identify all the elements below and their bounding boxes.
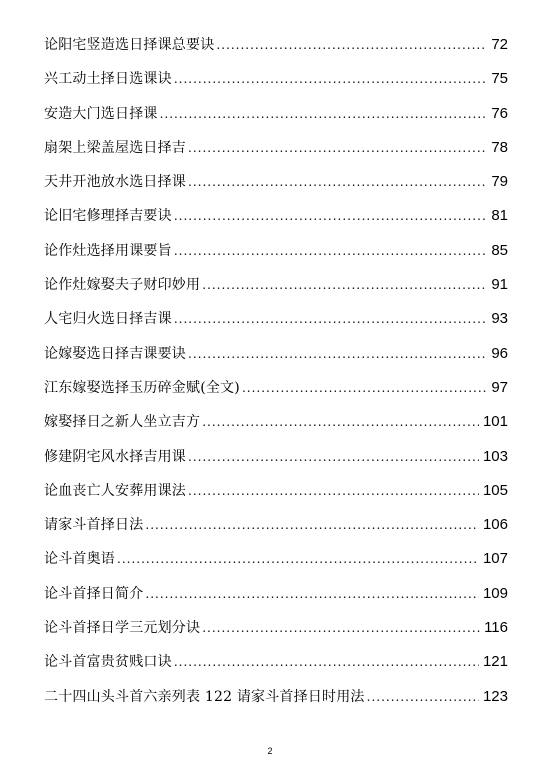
dot-leader — [174, 242, 488, 260]
toc-entry-title: 论斗首择日简介 — [44, 585, 144, 602]
toc-entry-title: 论作灶嫁娶夫子财印妙用 — [44, 277, 201, 294]
toc-entry-page: 79 — [491, 173, 508, 191]
toc-entry[interactable] — [44, 173, 508, 207]
dot-leader — [174, 207, 488, 225]
dot-leader — [202, 276, 487, 294]
toc-entry-title: 扇架上梁盖屋选日择吉 — [44, 139, 186, 156]
toc-entry[interactable] — [44, 585, 508, 619]
dot-leader — [160, 105, 488, 123]
dot-leader — [202, 619, 480, 637]
toc-entry-page: 91 — [491, 276, 508, 294]
toc-entry-page: 76 — [491, 104, 508, 122]
toc-entry[interactable] — [44, 688, 508, 722]
dot-leader — [188, 482, 479, 500]
dot-leader — [188, 345, 487, 363]
dot-leader — [145, 585, 479, 603]
dot-leader — [202, 413, 479, 431]
toc-entry-page: 85 — [491, 241, 508, 259]
toc-entry-title: 论作灶选择用课要旨 — [44, 242, 172, 259]
toc-entry-title: 论斗首富贵贫贱口诀 — [44, 654, 172, 671]
dot-leader — [117, 550, 479, 568]
toc-entry-title: 人宅归火选日择吉课 — [44, 311, 172, 328]
toc-entry-page: 105 — [482, 481, 508, 499]
toc-entry-title: 天井开池放水选日择课 — [44, 174, 186, 191]
toc-entry-title: 嫁娶择日之新人坐立吉方 — [44, 414, 201, 431]
toc-entry-title: 论血丧亡人安葬用课法 — [44, 482, 186, 499]
table-of-contents — [44, 36, 508, 722]
toc-entry[interactable] — [44, 413, 508, 447]
toc-entry-title: 二十四山头斗首六亲列表 122 请家斗首择日时用法 — [44, 688, 365, 705]
toc-entry-page: 78 — [491, 138, 508, 156]
toc-entry-title: 论嫁娶选日择吉课要诀 — [44, 345, 186, 362]
toc-entry[interactable] — [44, 207, 508, 241]
toc-entry-title: 论旧宅修理择吉要诀 — [44, 208, 172, 225]
toc-entry-page: 93 — [491, 310, 508, 328]
toc-entry-page: 106 — [482, 516, 508, 534]
toc-entry[interactable] — [44, 36, 508, 70]
toc-entry-title: 修建阴宅风水择吉用课 — [44, 448, 186, 465]
toc-entry-page: 101 — [482, 413, 508, 431]
toc-entry[interactable] — [44, 516, 508, 550]
toc-entry[interactable] — [44, 276, 508, 310]
toc-entry[interactable] — [44, 105, 508, 139]
toc-entry-title: 安造大门选日择课 — [44, 105, 158, 122]
toc-entry-page: 72 — [491, 36, 508, 53]
toc-entry-page: 116 — [484, 619, 508, 637]
toc-entry[interactable] — [44, 345, 508, 379]
dot-leader — [242, 379, 487, 397]
toc-entry-title: 请家斗首择日法 — [44, 517, 144, 534]
dot-leader — [174, 70, 488, 88]
dot-leader — [145, 516, 479, 534]
toc-entry-page: 123 — [482, 687, 508, 705]
toc-entry[interactable] — [44, 448, 508, 482]
toc-entry-title: 论斗首奥语 — [44, 551, 115, 568]
toc-entry[interactable] — [44, 653, 508, 687]
toc-entry-page: 109 — [482, 584, 508, 602]
toc-entry[interactable] — [44, 379, 508, 413]
dot-leader — [174, 310, 488, 328]
toc-entry[interactable] — [44, 139, 508, 173]
toc-entry-title: 兴工动土择日选课诀 — [44, 71, 172, 88]
dot-leader — [367, 688, 479, 706]
toc-entry-page: 75 — [491, 70, 508, 88]
toc-entry[interactable] — [44, 550, 508, 584]
toc-entry-page: 97 — [491, 378, 508, 396]
toc-entry-page: 103 — [482, 447, 508, 465]
toc-entry[interactable] — [44, 70, 508, 104]
toc-entry-title: 论斗首择日学三元划分诀 — [44, 620, 201, 637]
toc-entry-page: 121 — [482, 653, 508, 671]
toc-entry-title: 江东嫁娶选择玉历碎金赋(全文) — [44, 379, 240, 396]
dot-leader — [188, 139, 487, 157]
dot-leader — [174, 653, 479, 671]
toc-entry[interactable] — [44, 242, 508, 276]
dot-leader — [188, 448, 479, 466]
toc-entry-page: 81 — [491, 207, 508, 225]
toc-entry-page: 107 — [482, 550, 508, 568]
dot-leader — [216, 36, 487, 54]
page-number: 2 — [267, 746, 273, 756]
toc-entry[interactable] — [44, 482, 508, 516]
toc-entry[interactable] — [44, 310, 508, 344]
toc-entry[interactable] — [44, 619, 508, 653]
dot-leader — [188, 173, 487, 191]
toc-entry-page: 96 — [491, 344, 508, 362]
toc-entry-title: 论阳宅竖造选日择课总要诀 — [44, 37, 215, 53]
